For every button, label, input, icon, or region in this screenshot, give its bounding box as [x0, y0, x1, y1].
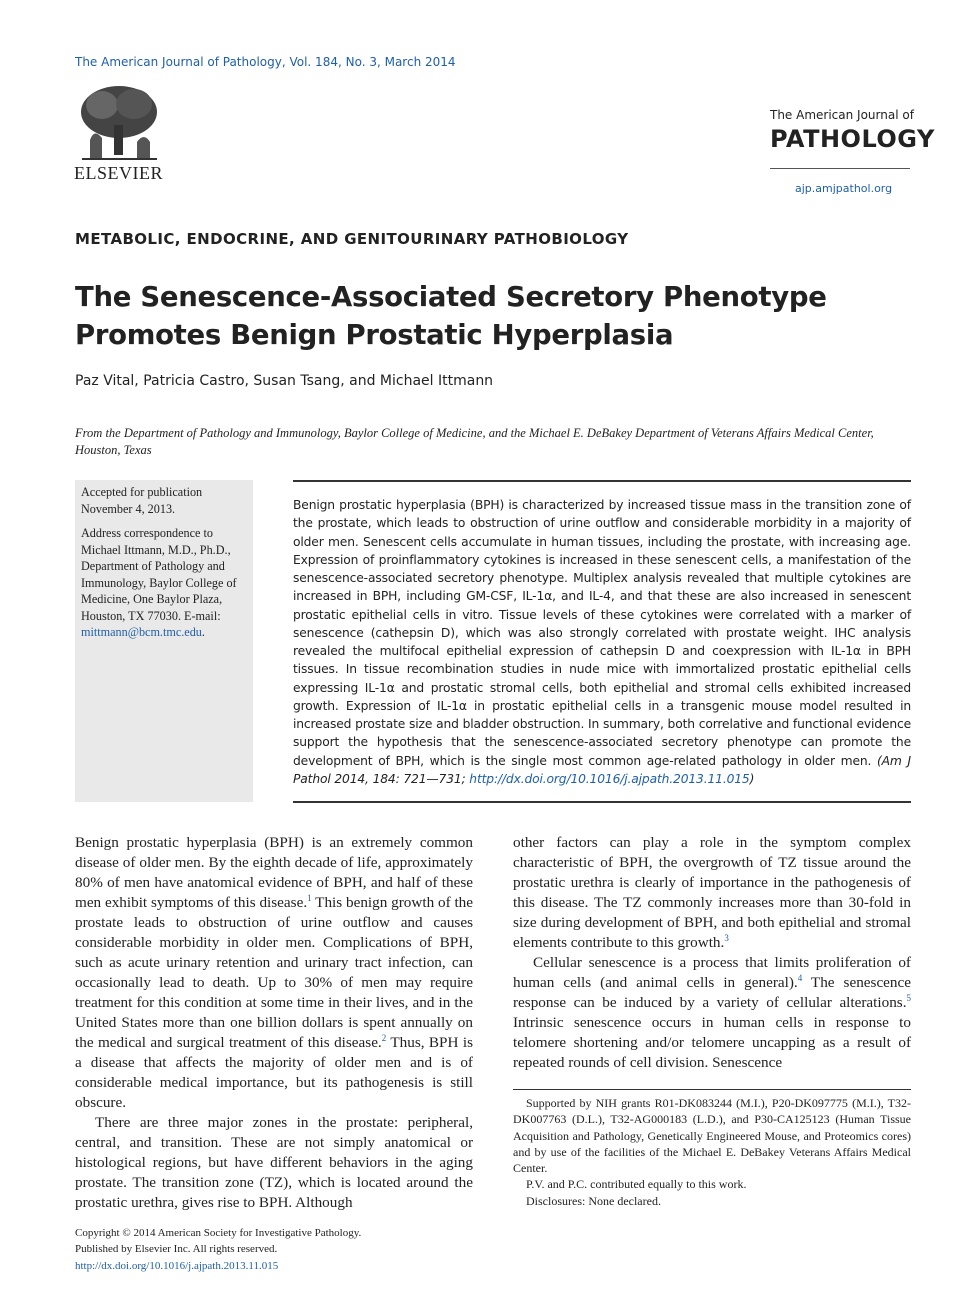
abstract-doi-link[interactable]: http://dx.doi.org/10.1016/j.ajpath.2013.11.015 [469, 771, 750, 786]
journal-url-link[interactable]: ajp.amjpathol.org [795, 182, 893, 195]
footnote-rule [513, 1089, 911, 1090]
ref-link[interactable]: 3 [724, 932, 729, 943]
affiliation: From the Department of Pathology and Immunology, Baylor College of Medicine, and the Michael E. DeBakey Department of Veterans Affairs Medical Center, Houston, Texas [75, 426, 874, 457]
article-title: The Senescence-Associated Secretory Phenotype Promotes Benign Prostatic Hyperplasia [75, 281, 827, 351]
journal-citation-line[interactable]: The American Journal of Pathology, Vol. 184, No. 3, March 2014 [75, 55, 456, 69]
footnotes [513, 1095, 911, 1209]
abstract-text: Benign prostatic hyperplasia (BPH) is characterized by increased tissue mass in the transition zone of the prostate, which leads to obstruction of urine outflow and considerable morbidity in a majority of older men. Senescent cells accumulate in human tissues, including the prostate, with increasing age. Expression of proinflammatory cytokines is increased in these senescent cells, a manifestation of the senescence-associated secretory phenotype. Multiplex analysis revealed that multiple cytokines are increased in BPH, including GM-CSF, IL-1α, and IL-4, and that these are also increased in senescent prostatic epithelial cells in vitro. Tissue levels of these cytokines were correlated with a marker of senescence (cathepsin D), which was also strongly correlated with prostate weight. IHC analysis revealed the multifocal epithelial expression of cathepsin D and coexpression with IL-1α in BPH tissues. In tissue recombination studies in nude mice with immortalized prostatic epithelial cells expressing IL-1α and prostatic stromal cells, both epithelial and stromal cells exhibited increased growth. Expression of IL-1α in prostatic epithelial cells in a transgenic mouse model resulted in increased prostate size and bladder obstruction. In summary, both correlative and functional evidence support the hypothesis that the senescence-associated secretory phenotype can promote the development of BPH, which is the single most common age-related pathology in older men. [293, 498, 911, 768]
abstract-bottom-rule [293, 801, 911, 803]
section-label: METABOLIC, ENDOCRINE, AND GENITOURINARY PATHOBIOLOGY [75, 230, 629, 248]
abstract-citation: (Am J Pathol 2014, 184: 721—731; [293, 753, 911, 786]
correspondence-sidebar [75, 480, 253, 802]
body-paragraph [513, 953, 911, 1073]
copyright-block [75, 1225, 361, 1274]
journal-name-small: The American Journal of [770, 108, 914, 122]
publisher-line: Published by Elsevier Inc. All rights reserved. [75, 1243, 278, 1256]
correspondence-address [81, 525, 247, 641]
copyright-line: Copyright © 2014 American Society for Investigative Pathology. [75, 1227, 362, 1239]
body-paragraph [513, 833, 911, 953]
abstract [293, 496, 911, 788]
ref-link[interactable]: 4 [797, 972, 803, 983]
body-text: Thus, BPH is a disease that affects the majority of older men and is of considerable medical importance, but its pathogenesis is still obscure. [75, 1034, 473, 1111]
masthead-rule [770, 168, 910, 169]
ref-link[interactable]: 5 [906, 992, 911, 1003]
journal-masthead [770, 108, 935, 153]
journal-name-big: PATHOLOGY [770, 125, 935, 153]
funding-note: Supported by NIH grants R01-DK083244 (M.I.), P20-DK097775 (M.I.), T32-DK007763 (D.L.), T32-AG000183 (L.D.), and P30-CA125123 (Human Tissue Acquisition and Pathology, Genetically Engineered Mouse, and Proteomics cores) and by use of the facilities of the Michael E. DeBakey Veterans Affairs Medical Center. [513, 1096, 911, 1176]
abstract-citation-end: ) [749, 771, 755, 786]
doi-link[interactable]: http://dx.doi.org/10.1016/j.ajpath.2013.11.015 [75, 1259, 279, 1272]
body-left-column [75, 833, 473, 1213]
ref-link[interactable]: 2 [381, 1032, 387, 1043]
body-text: Cellular senescence is a process that limits proliferation of human cells (and animal cells in general). [513, 954, 911, 991]
abstract-top-rule [293, 480, 911, 482]
email-link[interactable]: mittmann@bcm.tmc.edu [81, 625, 202, 639]
body-text: This benign growth of the prostate leads to obstruction of urine outflow and causes considerable morbidity in older men. Complications of BPH, such as acute urinary retention and urinary tract infection, can occasionally lead to death. Up to 30% of men may require treatment for this condition at some time in their lives, and in the United States more than one billion dollars is spent annually on the medical and surgical treatment of this disease. [75, 894, 474, 1051]
body-text: other factors can play a role in the symptom complex characteristic of BPH, the overgrowth of TZ tissue around the prostatic urethra is clearly of importance in the pathogenesis of this disease. The TZ commonly increases more than 30-fold in size during development of BPH, and both epithelial and stromal elements contribute to this growth. [513, 834, 911, 951]
correspondence-text: Address correspondence to Michael Ittmann, M.D., Ph.D., Department of Pathology and Immunology, Baylor College of Medicine, One Baylor Plaza, Houston, TX 77030. E-mail: [81, 526, 237, 623]
email-suffix: . [201, 625, 205, 639]
ref-link[interactable]: 1 [307, 892, 312, 903]
author-list: Paz Vital, Patricia Castro, Susan Tsang, and Michael Ittmann [75, 373, 494, 389]
body-text: The senescence response can be induced by a variety of cellular alterations. [513, 974, 912, 1011]
elsevier-wordmark: ELSEVIER [74, 163, 163, 183]
body-paragraph [75, 833, 473, 1113]
disclosures-note: Disclosures: None declared. [526, 1193, 661, 1208]
body-text: Intrinsic senescence occurs in human cells in response to telomere shortening and/or telomere uncapping as a result of repeated rounds of cell division. Senescence [513, 1014, 911, 1071]
accepted-date: Accepted for publication November 4, 2013. [81, 485, 203, 516]
body-text: Benign prostatic hyperplasia (BPH) is an extremely common disease of older men. By the eighth decade of life, approximately 80% of men have anatomical evidence of BPH, and half of these men exhibit symptoms of this disease. [75, 834, 473, 911]
body-paragraph: There are three major zones in the prostate: peripheral, central, and transition. These are not simply anatomical or histological regions, but have different behaviors in the aging prostate. The transition zone (TZ), which is located around the prostatic urethra, gives rise to BPH. Although [75, 1114, 473, 1211]
body-right-column [513, 833, 911, 1073]
contribution-note: P.V. and P.C. contributed equally to this work. [526, 1177, 747, 1192]
